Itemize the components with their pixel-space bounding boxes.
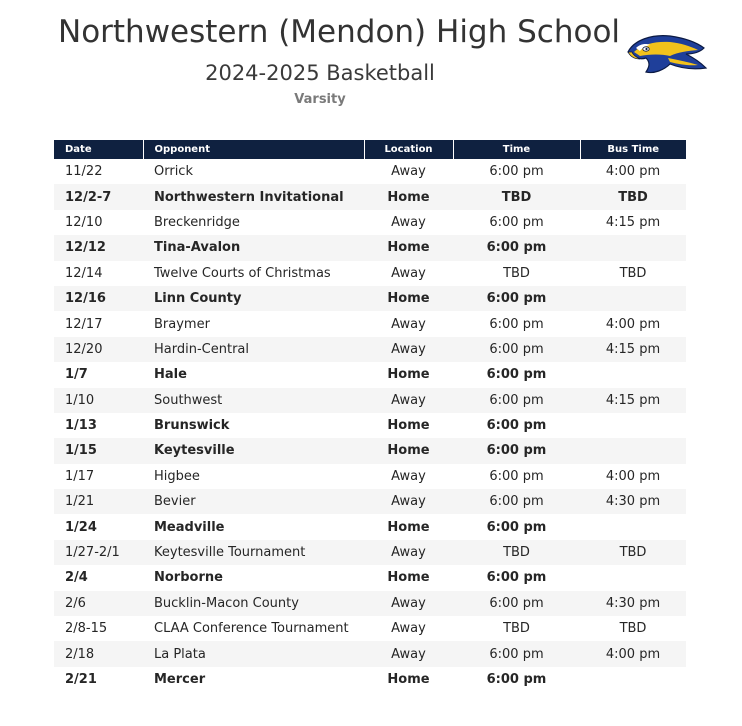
date-cell: 11/22 [65, 164, 103, 180]
bus-time-cell: TBD [619, 265, 647, 281]
table-row [54, 159, 686, 184]
opponent-cell: Brunswick [154, 418, 230, 434]
date-cell: 12/2-7 [54, 184, 143, 209]
location-cell: Away [391, 621, 426, 637]
time-cell: 6:00 pm [489, 316, 544, 332]
date-cell: 12/17 [65, 316, 103, 332]
date-cell: 1/21 [54, 489, 143, 514]
bus-time-cell [580, 235, 686, 260]
opponent-cell: Higbee [154, 468, 200, 484]
column-header-bus-time: Bus Time [580, 140, 686, 159]
time-cell: 6:00 pm [453, 235, 580, 260]
opponent-cell: Twelve Courts of Christmas [154, 265, 331, 281]
bus-time-cell: TBD [580, 540, 686, 565]
column-header-location: Location [364, 140, 453, 159]
opponent-cell: Orrick [154, 164, 193, 180]
bus-time-cell: 4:00 pm [580, 641, 686, 666]
location-cell: Away [364, 641, 453, 666]
bus-time-cell [580, 438, 686, 463]
bus-time-cell: 4:30 pm [580, 591, 686, 616]
bus-time-cell [580, 413, 686, 438]
date-cell: 1/7 [65, 367, 88, 383]
time-cell: TBD [503, 265, 530, 281]
location-cell: Home [364, 184, 453, 209]
bus-time-cell: 4:15 pm [580, 388, 686, 413]
location-cell: Home [387, 367, 430, 383]
bus-time-cell [580, 286, 686, 311]
table-row [54, 464, 686, 489]
time-cell: 6:00 pm [453, 438, 580, 463]
date-cell: 2/21 [65, 672, 97, 687]
location-cell: Home [364, 286, 453, 311]
table-row [54, 235, 686, 260]
schedule-table [54, 140, 686, 692]
time-cell: 6:00 pm [453, 641, 580, 666]
opponent-cell: CLAA Conference Tournament [154, 621, 349, 637]
column-header-opponent: Opponent [143, 140, 364, 159]
bus-time-cell: TBD [619, 621, 647, 637]
table-row [54, 514, 686, 539]
location-cell: Away [391, 316, 426, 332]
location-cell: Away [391, 265, 426, 281]
time-cell: TBD [503, 621, 530, 637]
bus-time-cell: 4:00 pm [605, 164, 661, 180]
bus-time-cell: 4:00 pm [605, 316, 661, 332]
opponent-cell: Southwest [143, 388, 364, 413]
table-row [54, 388, 686, 413]
location-cell: Away [364, 540, 453, 565]
table-row [54, 489, 686, 514]
location-cell: Home [387, 570, 430, 586]
bus-time-cell: 4:15 pm [580, 337, 686, 362]
table-header-row [54, 140, 686, 159]
location-cell: Home [387, 672, 430, 687]
opponent-cell: Tina-Avalon [143, 235, 364, 260]
time-cell: 6:00 pm [486, 367, 547, 383]
column-header-time: Time [453, 140, 580, 159]
time-cell: TBD [453, 540, 580, 565]
date-cell: 2/8-15 [65, 621, 108, 637]
table-row [54, 667, 686, 692]
opponent-cell: Mercer [154, 672, 206, 687]
column-header-date: Date [54, 140, 143, 159]
opponent-cell: Linn County [143, 286, 364, 311]
location-cell: Away [364, 388, 453, 413]
table-row [54, 413, 686, 438]
table-row [54, 337, 686, 362]
bus-time-cell [580, 362, 686, 387]
table-row [54, 184, 686, 209]
location-cell: Away [391, 214, 426, 230]
table-row [54, 311, 686, 336]
location-cell: Away [364, 489, 453, 514]
time-cell: 6:00 pm [489, 214, 544, 230]
bus-time-cell: 4:15 pm [605, 214, 661, 230]
opponent-cell: Keytesville Tournament [143, 540, 364, 565]
location-cell: Home [387, 519, 430, 535]
time-cell: 6:00 pm [489, 164, 544, 180]
table-row [54, 438, 686, 463]
time-cell: 6:00 pm [486, 418, 547, 434]
table-row [54, 362, 686, 387]
opponent-cell: Hardin-Central [143, 337, 364, 362]
time-cell: 6:00 pm [486, 672, 547, 687]
date-cell: 12/10 [65, 214, 103, 230]
location-cell: Away [391, 468, 426, 484]
table-row [54, 565, 686, 590]
time-cell: TBD [453, 184, 580, 209]
bus-time-cell [580, 565, 686, 590]
opponent-cell: Bucklin-Macon County [143, 591, 364, 616]
opponent-cell: Meadville [154, 519, 225, 535]
date-cell: 2/6 [54, 591, 143, 616]
table-row [54, 616, 686, 641]
location-cell: Away [391, 164, 426, 180]
time-cell: 6:00 pm [486, 570, 547, 586]
season-subtitle: 2024-2025 Basketball [205, 61, 435, 85]
table-row [54, 210, 686, 235]
time-cell: 6:00 pm [453, 489, 580, 514]
date-cell: 12/12 [54, 235, 143, 260]
table-row [54, 286, 686, 311]
opponent-cell: Norborne [154, 570, 223, 586]
location-cell: Away [364, 337, 453, 362]
opponent-cell: Braymer [154, 316, 210, 332]
bus-time-cell: 4:00 pm [605, 468, 661, 484]
page-title: Northwestern (Mendon) High School [58, 14, 621, 50]
time-cell: 6:00 pm [453, 286, 580, 311]
date-cell: 12/14 [65, 265, 103, 281]
time-cell: 6:00 pm [453, 591, 580, 616]
table-row [54, 261, 686, 286]
date-cell: 1/17 [65, 468, 95, 484]
bus-time-cell [580, 667, 686, 692]
table-row [54, 641, 686, 666]
location-cell: Home [387, 418, 430, 434]
location-cell: Home [364, 438, 453, 463]
opponent-cell: Northwestern Invitational [143, 184, 364, 209]
time-cell: 6:00 pm [486, 519, 547, 535]
date-cell: 1/13 [65, 418, 97, 434]
date-cell: 12/20 [54, 337, 143, 362]
bus-time-cell: 4:30 pm [580, 489, 686, 514]
bus-time-cell: TBD [580, 184, 686, 209]
location-cell: Home [364, 235, 453, 260]
date-cell: 2/4 [65, 570, 88, 586]
opponent-cell: La Plata [143, 641, 364, 666]
opponent-cell: Bevier [143, 489, 364, 514]
table-row [54, 540, 686, 565]
time-cell: 6:00 pm [489, 468, 544, 484]
opponent-cell: Breckenridge [154, 214, 240, 230]
date-cell: 12/16 [54, 286, 143, 311]
level-label: Varsity [294, 92, 346, 107]
date-cell: 2/18 [54, 641, 143, 666]
opponent-cell: Keytesville [143, 438, 364, 463]
date-cell: 1/15 [54, 438, 143, 463]
date-cell: 1/10 [54, 388, 143, 413]
location-cell: Away [364, 591, 453, 616]
time-cell: 6:00 pm [453, 388, 580, 413]
eagle-logo-icon [624, 32, 708, 76]
date-cell: 1/24 [65, 519, 97, 535]
opponent-cell: Hale [154, 367, 187, 383]
bus-time-cell [580, 514, 686, 539]
date-cell: 1/27-2/1 [54, 540, 143, 565]
table-row [54, 591, 686, 616]
time-cell: 6:00 pm [453, 337, 580, 362]
